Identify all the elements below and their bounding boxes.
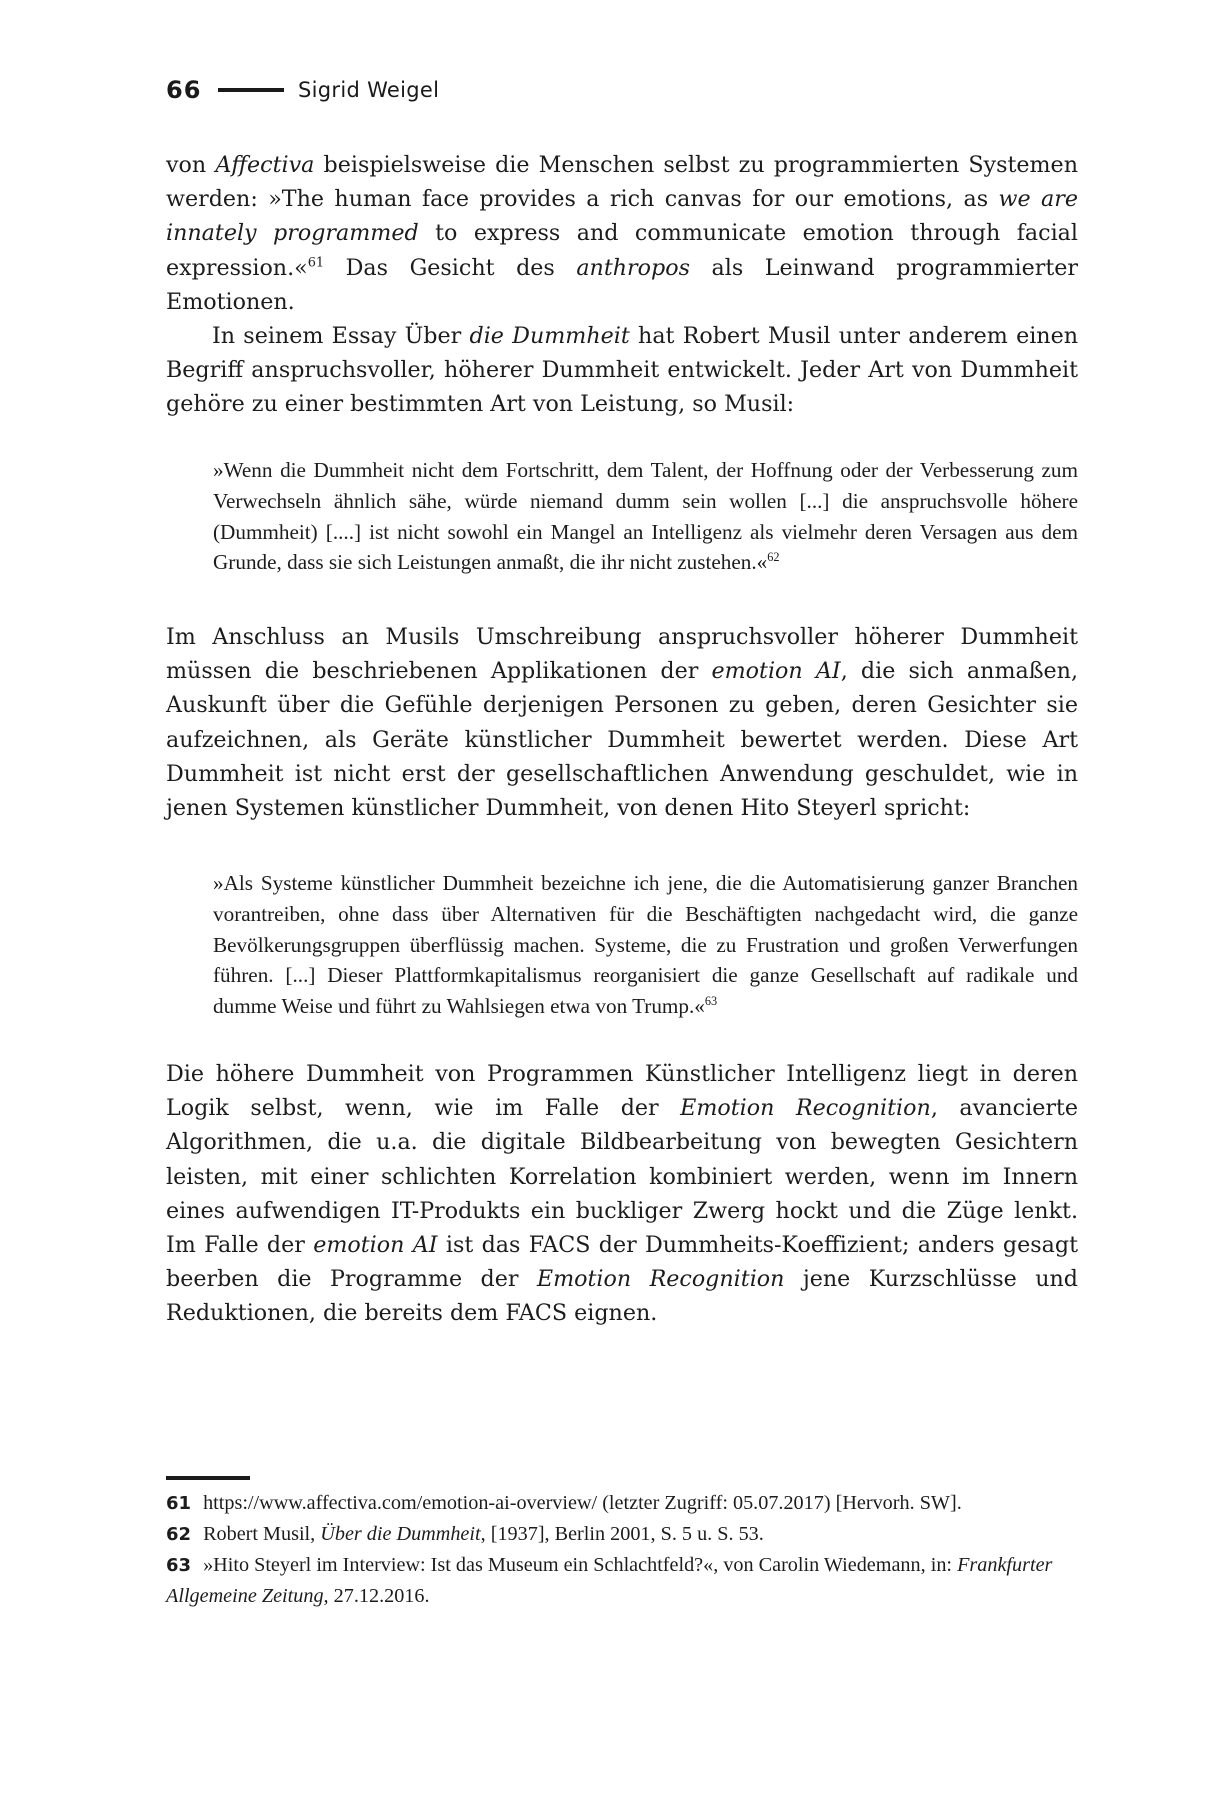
body-text-block-3 <box>166 1057 1078 1331</box>
footnote-ref-63: 63 <box>704 994 718 1009</box>
page-number: 66 <box>166 76 202 104</box>
footnote-61 <box>166 1488 1078 1519</box>
paragraph-1-text: als Leinwand programmierter Emotionen. <box>166 254 1078 315</box>
footnote-text: , 27.12.2016. <box>323 1585 430 1607</box>
paragraph-4-emphasis: Emotion Recognition <box>680 1095 931 1122</box>
footnote-text: Robert Musil, <box>203 1523 321 1545</box>
footnote-number: 61 <box>166 1493 192 1514</box>
block-quote-paragraph <box>213 868 1078 1022</box>
running-head-author: Sigrid Weigel <box>298 78 440 102</box>
paragraph-3-emphasis: emotion AI <box>711 658 841 685</box>
paragraph-4-text: , avancierte Algorithmen, die u.a. die digitale Bildbearbeitung von bewegten Gesichtern leisten, mit einer schlichten Korrelation kombiniert werden, wenn im Innern eines aufwendigen IT-Produkts ein buckliger Zwerg hockt und die Züge lenkt. Im Falle der <box>166 1095 1078 1259</box>
paragraph-2-text: hat Robert Musil unter anderem einen Begriff anspruchsvoller, höherer Dummheit entwickelt. Jeder Art von Dummheit gehöre zu einer bestimmten Art von Leistung, so Musil: <box>166 323 1079 418</box>
block-quote-text: »Wenn die Dummheit nicht dem Fortschritt, dem Talent, der Hoffnung oder der Verbesserung zum Verwechseln ähnlich sähe, würde niemand dumm sein wollen [...] die anspruchsvolle höhere (Dummheit) [....] ist nicht sowohl ein Mangel an Intelligenz als vielmehr deren Versagen aus dem Grunde, dass sie sich Leistungen anmaßt, die ihr nicht zustehen.« <box>213 458 1078 575</box>
footnote-62 <box>166 1519 1078 1550</box>
footnote-ref-62: 62 <box>767 550 780 565</box>
footnote-number: 63 <box>166 1555 192 1576</box>
paragraph-1-emphasis: anthropos <box>576 254 690 281</box>
block-quote-paragraph <box>213 455 1078 578</box>
block-quote-musil <box>213 455 1078 578</box>
body-text-block-1 <box>166 148 1078 422</box>
paragraph-1-text: von <box>166 152 216 178</box>
footnotes <box>166 1488 1078 1612</box>
footnote-ref-61: 61 <box>307 255 325 271</box>
paragraph-4 <box>166 1057 1078 1331</box>
paragraph-1-text: to express and communicate emotion through facial expression.« <box>166 220 1078 281</box>
footnote-63 <box>166 1550 1078 1612</box>
paragraph-4-emphasis: emotion AI <box>313 1232 438 1259</box>
paragraph-1-text: beispielsweise die Menschen selbst zu programmierten Systemen werden: »The human face provides a rich canvas for our emotions, as <box>166 152 1078 213</box>
block-quote-text: »Als Systeme künstlicher Dummheit bezeichne ich jene, die die Automatisierung ganzer Branchen vorantreiben, ohne dass über Alternativen für die Beschäftigten nachgedacht wird, die ganze Bevölkerungsgruppen überflüssig machen. Systeme, die zu Frustration und großen Verwerfungen führen. [...] Dieser Plattformkapitalismus reorganisiert die ganze Gesellschaft auf radikale und dumme Weise und führt zu Wahlsiegen etwa von Trump.« <box>213 871 1078 1019</box>
header-rule <box>218 88 284 92</box>
footnote-text: , [1937], Berlin 2001, S. 5 u. S. 53. <box>480 1523 764 1545</box>
paragraph-2-emphasis: die Dummheit <box>469 323 630 350</box>
body-text-block-2 <box>166 620 1078 825</box>
paragraph-4-text: Die höhere Dummheit von Programmen Künstlicher Intelligenz liegt in deren Logik selbst, wenn, wie im Falle der <box>166 1061 1078 1122</box>
paragraph-1-emphasis: we are innately programmed <box>166 186 1078 247</box>
block-quote-steyerl <box>213 868 1078 1022</box>
paragraph-3-text: , die sich anmaßen, Auskunft über die Gefühle derjenigen Personen zu geben, deren Gesichter sie aufzeichnen, als Geräte künstlicher Dummheit bewertet werden. Diese Art Dummheit ist nicht erst der gesellschaftlichen Anwendung geschuldet, wie in jenen Systemen künstlicher Dummheit, von denen Hito Steyerl spricht: <box>166 658 1079 822</box>
paragraph-3 <box>166 620 1078 825</box>
paragraph-4-emphasis: Emotion Recognition <box>536 1266 785 1293</box>
running-head <box>166 72 439 108</box>
paragraph-1 <box>166 148 1078 319</box>
paragraph-1-emphasis: Affectiva <box>215 152 315 178</box>
footnote-emphasis: Über die Dummheit <box>320 1523 481 1545</box>
paragraph-4-text: ist das FACS der Dummheits-Koeffizient; anders gesagt beerben die Programme der <box>166 1232 1079 1293</box>
paragraph-4-text: jene Kurzschlüsse und Reduktionen, die bereits dem FACS eignen. <box>166 1266 1078 1327</box>
paragraph-3-text: Im Anschluss an Musils Umschreibung anspruchsvoller höherer Dummheit müssen die beschriebenen Applikationen der <box>166 624 1078 685</box>
footnote-emphasis: Frankfurter Allgemeine Zeitung <box>166 1554 1053 1607</box>
footnote-rule <box>166 1476 250 1480</box>
footnote-number: 62 <box>166 1524 192 1545</box>
footnote-text: https://www.affectiva.com/emotion-ai-overview/ (letzter Zugriff: 05.07.2017) [Hervorh. SW]. <box>203 1492 962 1514</box>
paragraph-2-text: In seinem Essay Über <box>212 323 470 350</box>
paragraph-2 <box>166 319 1078 422</box>
footnote-text: »Hito Steyerl im Interview: Ist das Museum ein Schlachtfeld?«, von Carolin Wiedemann, in: <box>203 1554 958 1576</box>
paragraph-1-text: Das Gesicht des <box>324 254 577 281</box>
